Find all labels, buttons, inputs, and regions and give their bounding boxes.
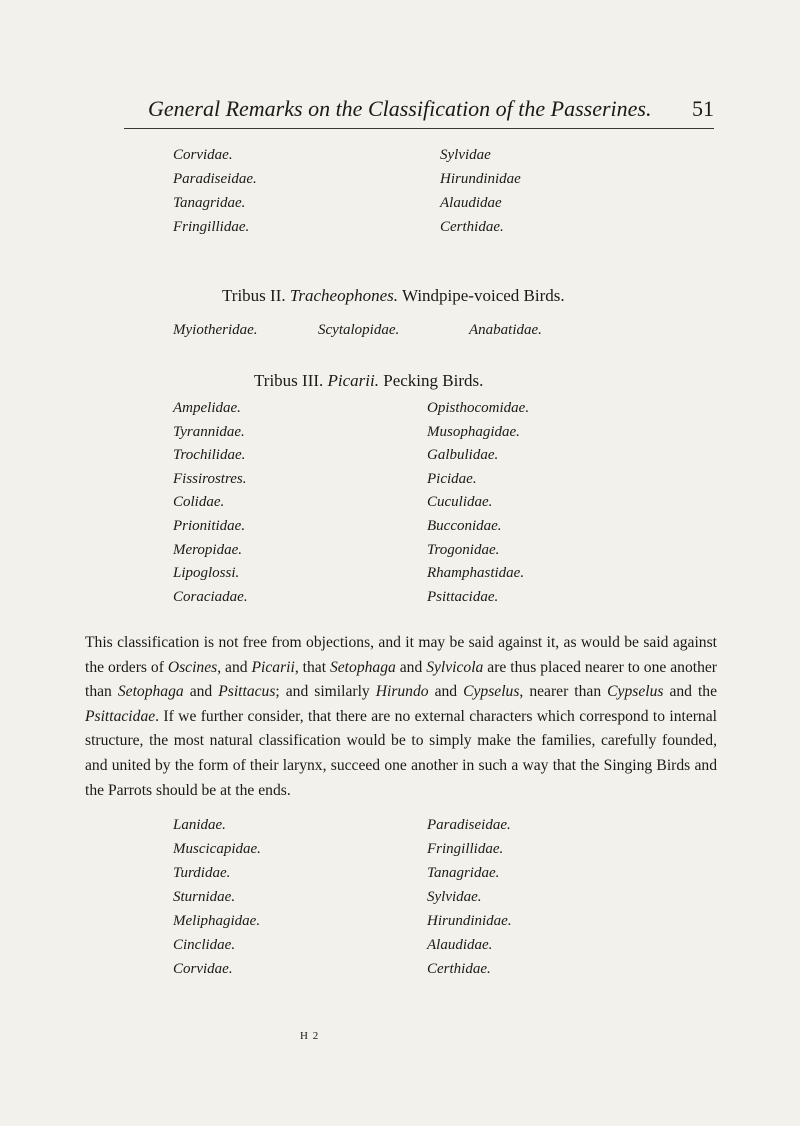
text-run: are thus placed nearer to one another than	[85, 658, 717, 701]
italic-term: Psittacidae	[85, 707, 156, 725]
family-name: Muscicapidae.	[173, 841, 261, 857]
text-run: ; and similarly	[275, 683, 376, 701]
tribus3-left-list	[173, 397, 248, 609]
tribus-latin: Picarii.	[327, 371, 379, 390]
family-name: Trochilidae.	[173, 447, 246, 464]
family-name: Fringillidae.	[173, 219, 250, 235]
text-run: and	[428, 683, 464, 701]
family-name: Sturnidae.	[173, 889, 236, 905]
italic-term: Sylvicola	[426, 658, 484, 676]
family-name: Alaudidae.	[427, 937, 493, 953]
group1-right-list	[440, 143, 521, 239]
signature-mark: H 2	[300, 1030, 320, 1042]
running-title: General Remarks on the Classification of the Passerines.	[148, 96, 652, 121]
italic-term: Oscines	[167, 658, 218, 676]
body-paragraph	[85, 631, 717, 803]
italic-term: Picarii	[251, 658, 295, 676]
family-name: Galbulidae.	[427, 447, 499, 464]
family-name: Corvidae.	[173, 147, 233, 163]
text-run: , and	[217, 658, 252, 676]
tribus-label: Tribus II.	[222, 286, 286, 305]
italic-term: Setophaga	[329, 658, 396, 676]
family-name: Scytalopidae.	[318, 322, 400, 338]
tribus-2-heading	[222, 286, 565, 306]
family-name: Certhidae.	[440, 219, 504, 235]
family-name: Certhidae.	[427, 961, 491, 977]
tribus3-right-list	[427, 397, 529, 609]
tribus-label: Tribus III.	[254, 371, 324, 390]
family-name: Hirundinidae.	[427, 913, 512, 929]
family-name: Tyrannidae.	[173, 423, 245, 440]
family-name: Prionitidae.	[173, 517, 246, 534]
family-name: Meropidae.	[173, 541, 243, 558]
family-name: Opisthocomidae.	[427, 400, 530, 416]
family-name: Lanidae.	[173, 817, 226, 833]
family-name: Musophagidae.	[427, 423, 520, 440]
italic-term: Setophaga	[117, 683, 184, 701]
italic-term: Hirundo	[375, 683, 429, 701]
text-run: and	[183, 683, 219, 701]
family-name: Paradiseidae.	[173, 171, 257, 187]
family-name: Anabatidae.	[469, 322, 542, 338]
tribus-english: Pecking Birds.	[383, 371, 484, 390]
text-run: , that	[294, 658, 330, 676]
family-name: Cinclidae.	[173, 937, 236, 953]
family-name: Coraciadae.	[173, 588, 248, 605]
family-name: Psittacidae.	[427, 588, 499, 605]
family-name: Paradiseidae.	[427, 817, 511, 833]
italic-term: Cypselus	[463, 683, 520, 701]
family-name: Bucconidae.	[427, 517, 502, 534]
tribus-3-heading	[254, 371, 483, 391]
page-number: 51	[692, 96, 714, 121]
text-run: , nearer than	[519, 683, 608, 701]
family-name: Myiotheridae.	[173, 322, 258, 338]
family-name: Trogonidae.	[427, 541, 500, 558]
family-name: Ampelidae.	[173, 400, 241, 416]
family-name: Sylvidae.	[427, 889, 482, 905]
group4-left-list	[173, 813, 261, 981]
tribus-english: Windpipe-voiced Birds.	[401, 286, 565, 305]
tribus-latin: Tracheophones.	[289, 286, 398, 305]
family-name: Cuculidae.	[427, 494, 493, 511]
family-name: Hirundinidae	[440, 171, 521, 187]
italic-term: Psittacus	[218, 683, 276, 701]
group1-left-list	[173, 143, 257, 239]
family-name: Fringillidae.	[427, 841, 504, 857]
family-name: Lipoglossi.	[173, 565, 240, 582]
text-run: . If we further consider, that there are no external characters which correspond to internal structure, the most natural classification would be to simply make the families, carefully founded, and united by the form of their larynx, succeed one another in such a way that the Singing Birds and the Parrots should be at the ends.	[85, 707, 717, 799]
family-name: Corvidae.	[173, 961, 233, 977]
family-name: Colidae.	[173, 494, 225, 511]
family-name: Rhamphastidae.	[427, 565, 525, 582]
family-name: Tanagridae.	[427, 865, 500, 881]
family-name: Meliphagidae.	[173, 913, 261, 929]
text-run: and the	[663, 683, 718, 701]
italic-term: Cypselus	[607, 683, 664, 701]
text-run: and	[395, 658, 427, 676]
family-name: Tanagridae.	[173, 195, 246, 211]
family-name: Fissirostres.	[173, 470, 247, 487]
family-name: Turdidae.	[173, 865, 231, 881]
running-head	[124, 96, 714, 129]
group4-right-list	[427, 813, 512, 981]
family-name: Sylvidae	[440, 147, 491, 163]
text-run: This classification is not free from objections, and it may be said against it, as would be said against the orders of	[85, 634, 717, 676]
family-name: Alaudidae	[440, 195, 502, 211]
family-name: Picidae.	[427, 470, 477, 487]
